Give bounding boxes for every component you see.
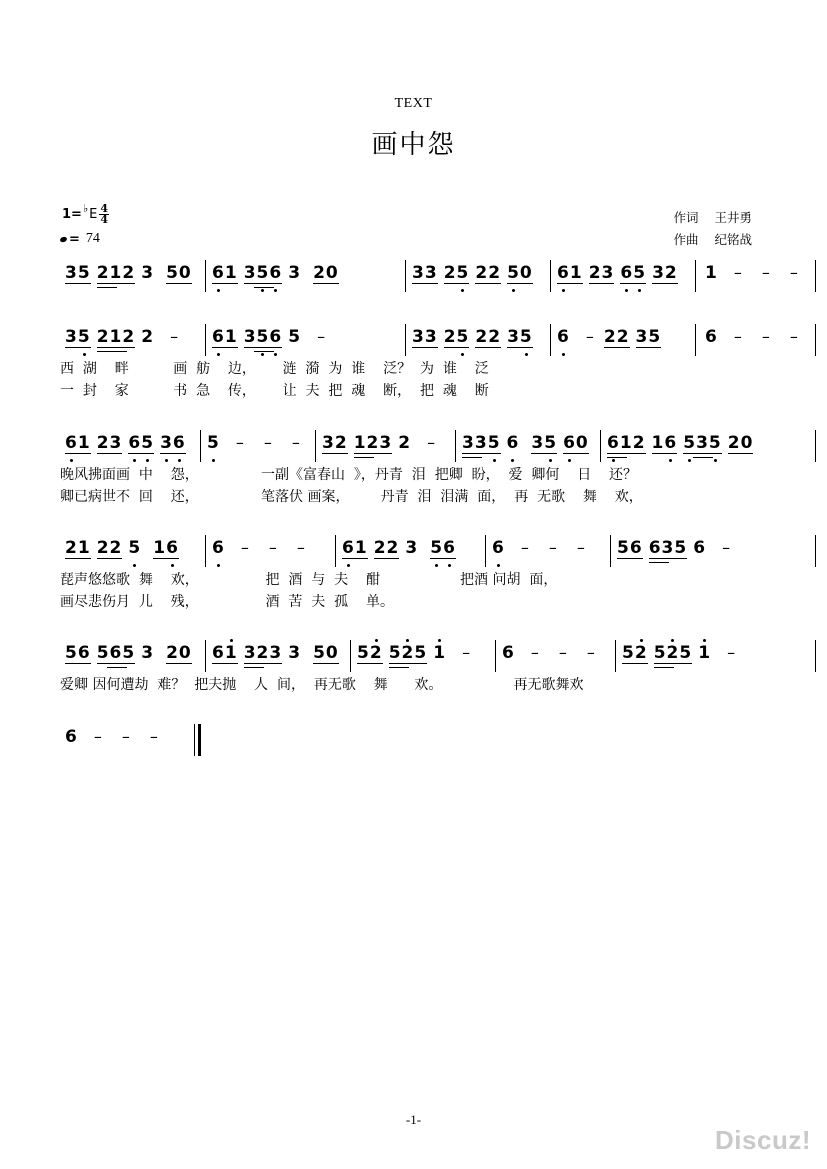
measure: 3 3 2 5 2 2 3 5 (412, 327, 533, 347)
credit-role: 作曲 (673, 232, 699, 247)
score-system-1 (60, 258, 798, 292)
final-barline-thin (194, 724, 195, 756)
measure: 6 1 3 5 6 5 – (212, 328, 335, 348)
notes-row (60, 533, 760, 567)
measure: 6 1 2 2 3 5 6 (342, 538, 456, 558)
notes-row (60, 322, 798, 356)
barline (695, 260, 696, 292)
measure: 5 2 5 2 5 1 – (622, 644, 745, 664)
barline (205, 640, 206, 672)
score-system-5 (60, 638, 760, 694)
measure: 6 1 2 3 6 5 3 6 (65, 433, 186, 453)
measure: 6 – 2 2 3 5 (557, 327, 662, 347)
barline (695, 324, 696, 356)
lyrics-verse-1 (60, 462, 760, 484)
page-number: -1- (405, 1112, 422, 1127)
measure: 6 – – – (502, 643, 595, 663)
barline (200, 430, 201, 462)
measure: 6 1 3 5 6 3 2 0 (212, 264, 345, 284)
score-system-3 (60, 428, 760, 506)
lyrics-verse-1 (60, 567, 760, 589)
barline (495, 640, 496, 672)
notes-row (60, 428, 760, 462)
flat-icon: ♭ (82, 202, 89, 215)
barline (610, 535, 611, 567)
measure: 6 1 2 1 6 5 3 5 2 0 (607, 434, 759, 454)
lyrics-verse-2 (60, 589, 760, 611)
measure: 3 2 1 2 3 2 – (322, 434, 445, 454)
measure: 1 – – – (705, 263, 798, 283)
lyrics-verse-2 (60, 484, 760, 506)
barline (405, 324, 406, 356)
tempo-marking (60, 231, 100, 247)
key-note: E (89, 207, 98, 222)
barline (455, 430, 456, 462)
notes-row (60, 638, 760, 672)
lyric-line: 西 湖 畔 画 舫 边， 涟 漪 为 谁 泛？ 为 谁 泛 (60, 361, 489, 377)
credit-name: 王井勇 (714, 210, 752, 225)
measure: 6 1 2 3 6 5 3 2 (557, 263, 678, 283)
measure: 5 2 5 2 5 1 – (357, 644, 480, 664)
barline (485, 535, 486, 567)
song-title: 画中怨 (371, 130, 456, 160)
barline (815, 324, 816, 356)
lyric-line: 晚风拂面画 中 怨， 一副《富春山 》，丹青 泪 把卿 盼， 爱 卿何 日 还？ (60, 467, 638, 483)
score-system-2 (60, 322, 798, 400)
score-system-6 (60, 722, 760, 756)
lyric-line: 琵声悠悠歌 舞 欢， 把 酒 与 夫 酣 把酒 问胡 面， (60, 572, 558, 588)
barline (205, 535, 206, 567)
notes-row (60, 258, 798, 292)
barline (600, 430, 601, 462)
barline (205, 260, 206, 292)
lyric-line: 一 封 家 书 急 传， 让 夫 把 魂 断， 把 魂 断 (60, 383, 489, 399)
measure: 5 6 6 3 5 6 – (617, 539, 740, 559)
measure: 3 5 2 1 2 2 – (65, 328, 188, 348)
subtitle: TEXT (394, 96, 433, 111)
final-barline-thick (198, 724, 201, 756)
time-denominator: 4 (100, 213, 109, 226)
lyrics-verse-1 (60, 672, 760, 694)
score-system-4 (60, 533, 760, 611)
credits (673, 207, 752, 251)
credit-role: 作词 (673, 210, 699, 225)
measure: 6 1 3 2 3 3 5 0 (212, 644, 345, 664)
barline (815, 640, 816, 672)
notes-row (60, 722, 760, 756)
measure: 6 – – – (705, 327, 798, 347)
measure: 3 5 2 1 2 3 5 0 (65, 264, 198, 284)
barline (815, 260, 816, 292)
barline (350, 640, 351, 672)
watermark-logo: Discuz! (715, 1125, 811, 1155)
barline (205, 324, 206, 356)
measure: 6 – – – (492, 538, 585, 558)
composer-credit (673, 229, 752, 251)
barline (615, 640, 616, 672)
barline (550, 260, 551, 292)
tempo-equals: = (69, 231, 80, 247)
barline (815, 535, 816, 567)
measure: 5 6 5 6 5 3 2 0 (65, 644, 198, 664)
key-signature (62, 204, 109, 225)
lyrics-verse-1 (60, 356, 760, 378)
measure: 6 – – – (212, 538, 305, 558)
measure: 6 – – – (65, 727, 158, 747)
quarter-note-icon (59, 235, 67, 242)
barline (315, 430, 316, 462)
key-tonic: 1= (62, 207, 82, 222)
time-signature (99, 204, 109, 225)
measure: 3 3 5 6 3 5 6 0 (462, 434, 595, 454)
credit-name: 纪铭战 (714, 232, 752, 247)
barline (335, 535, 336, 567)
lyricist-credit (673, 207, 752, 229)
lyric-line: 画尽悲伤月 儿 残， 酒 苦 夫 孤 单。 (60, 594, 394, 610)
lyric-line: 爱卿 因何遭劫 难？ 把夫抛 人 间， 再无歌 舞 欢。 再无歌舞欢 (60, 677, 584, 693)
tempo-value: 74 (85, 231, 100, 246)
measure: 3 3 2 5 2 2 5 0 (412, 263, 533, 283)
time-numerator: 4 (100, 202, 109, 215)
barline (405, 260, 406, 292)
lyric-line: 卿已病世不 回 还， 笔落伏 画案， 丹青 泪 泪满 面， 再 无歌 舞 欢， (60, 489, 643, 505)
barline (550, 324, 551, 356)
lyrics-verse-2 (60, 378, 760, 400)
measure: 2 1 2 2 5 1 6 (65, 538, 179, 558)
measure: 5 – – – (207, 433, 300, 453)
barline (815, 430, 816, 462)
